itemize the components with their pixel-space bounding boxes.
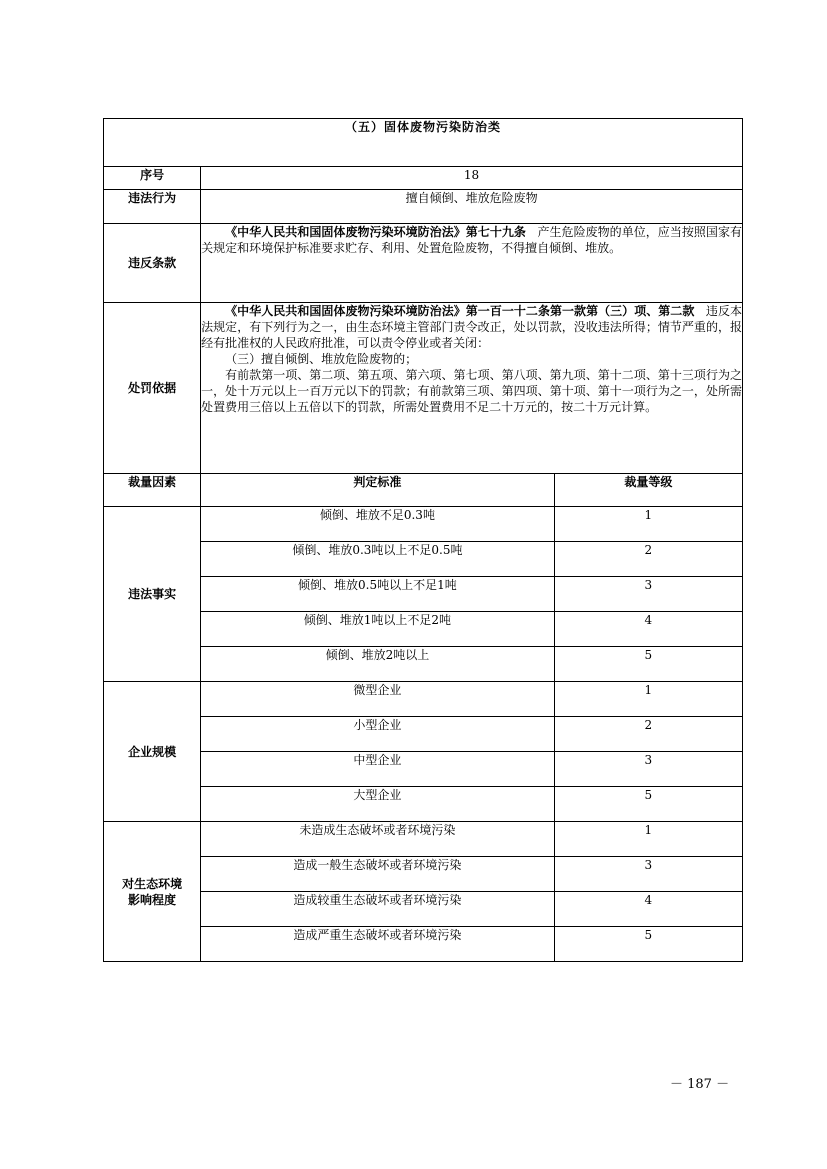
basis-law-name: 《中华人民共和国固体废物污染环境防治法》第一百一十二条第一款第（三）项、第二款 [225,304,695,318]
level-cell: 2 [554,542,742,577]
standard-cell: 倾倒、堆放0.5吨以上不足1吨 [201,577,555,612]
act-value: 擅自倾倒、堆放危险废物 [201,190,743,224]
page-number: － 187 － [670,1077,730,1092]
serial-value: 18 [201,167,743,190]
standard-cell: 造成一般生态破坏或者环境污染 [201,857,555,892]
factor-label-scale: 企业规模 [104,682,201,822]
factor-header-label: 裁量因素 [104,474,201,507]
level-cell: 1 [554,682,742,717]
standard-header-label: 判定标准 [201,474,555,507]
clause-law-name: 《中华人民共和国固体废物污染环境防治法》第七十九条 [225,225,526,239]
level-cell: 5 [554,787,742,822]
level-cell: 3 [554,752,742,787]
basis-content [201,303,743,474]
basis-label: 处罚依据 [104,303,201,474]
standard-cell: 造成严重生态破坏或者环境污染 [201,927,555,962]
basis-penalty: 有前款第一项、第二项、第五项、第六项、第七项、第八项、第九项、第十二项、第十三项行为之一，处十万元以上一百万元以下的罚款；有前款第三项、第四项、第十项、第十一项行为之一，处所需处置费用三倍以上五倍以下的罚款，所需处置费用不足二十万元的，按二十万元计算。 [201,368,742,414]
level-cell: 3 [554,577,742,612]
penalty-discretion-table [103,118,743,962]
standard-cell: 大型企业 [201,787,555,822]
standard-cell: 未造成生态破坏或者环境污染 [201,822,555,857]
basis-text: 违反本法规定，有下列行为之一，由生态环境主管部门责令改正，处以罚款，没收违法所得；情节严重的，报经有批准权的人民政府批准，可以责令停业或者关闭： [201,304,742,350]
level-cell: 1 [554,507,742,542]
basis-item: （三）擅自倾倒、堆放危险废物的； [225,352,418,366]
standard-cell: 倾倒、堆放1吨以上不足2吨 [201,612,555,647]
serial-label: 序号 [104,167,201,190]
standard-cell: 小型企业 [201,717,555,752]
level-cell: 4 [554,892,742,927]
act-label: 违法行为 [104,190,201,224]
level-cell: 5 [554,647,742,682]
standard-cell: 倾倒、堆放2吨以上 [201,647,555,682]
factor-label-impact [104,822,201,962]
factor-label-fact: 违法事实 [104,507,201,682]
clause-content [201,224,743,303]
level-cell: 1 [554,822,742,857]
standard-cell: 倾倒、堆放不足0.3吨 [201,507,555,542]
level-cell: 2 [554,717,742,752]
level-header-label: 裁量等级 [554,474,742,507]
standard-cell: 倾倒、堆放0.3吨以上不足0.5吨 [201,542,555,577]
level-cell: 5 [554,927,742,962]
standard-cell: 微型企业 [201,682,555,717]
clause-label: 违反条款 [104,224,201,303]
level-cell: 3 [554,857,742,892]
standard-cell: 造成较重生态破坏或者环境污染 [201,892,555,927]
standard-cell: 中型企业 [201,752,555,787]
clause-text: 产生危险废物的单位，应当按照国家有关规定和环境保护标准要求贮存、利用、处置危险废物，不得擅自倾倒、堆放。 [201,225,742,255]
level-cell: 4 [554,612,742,647]
factor-label-impact-text: 对生态环境影响程度 [122,876,183,907]
section-title: （五）固体废物污染防治类 [104,119,743,167]
